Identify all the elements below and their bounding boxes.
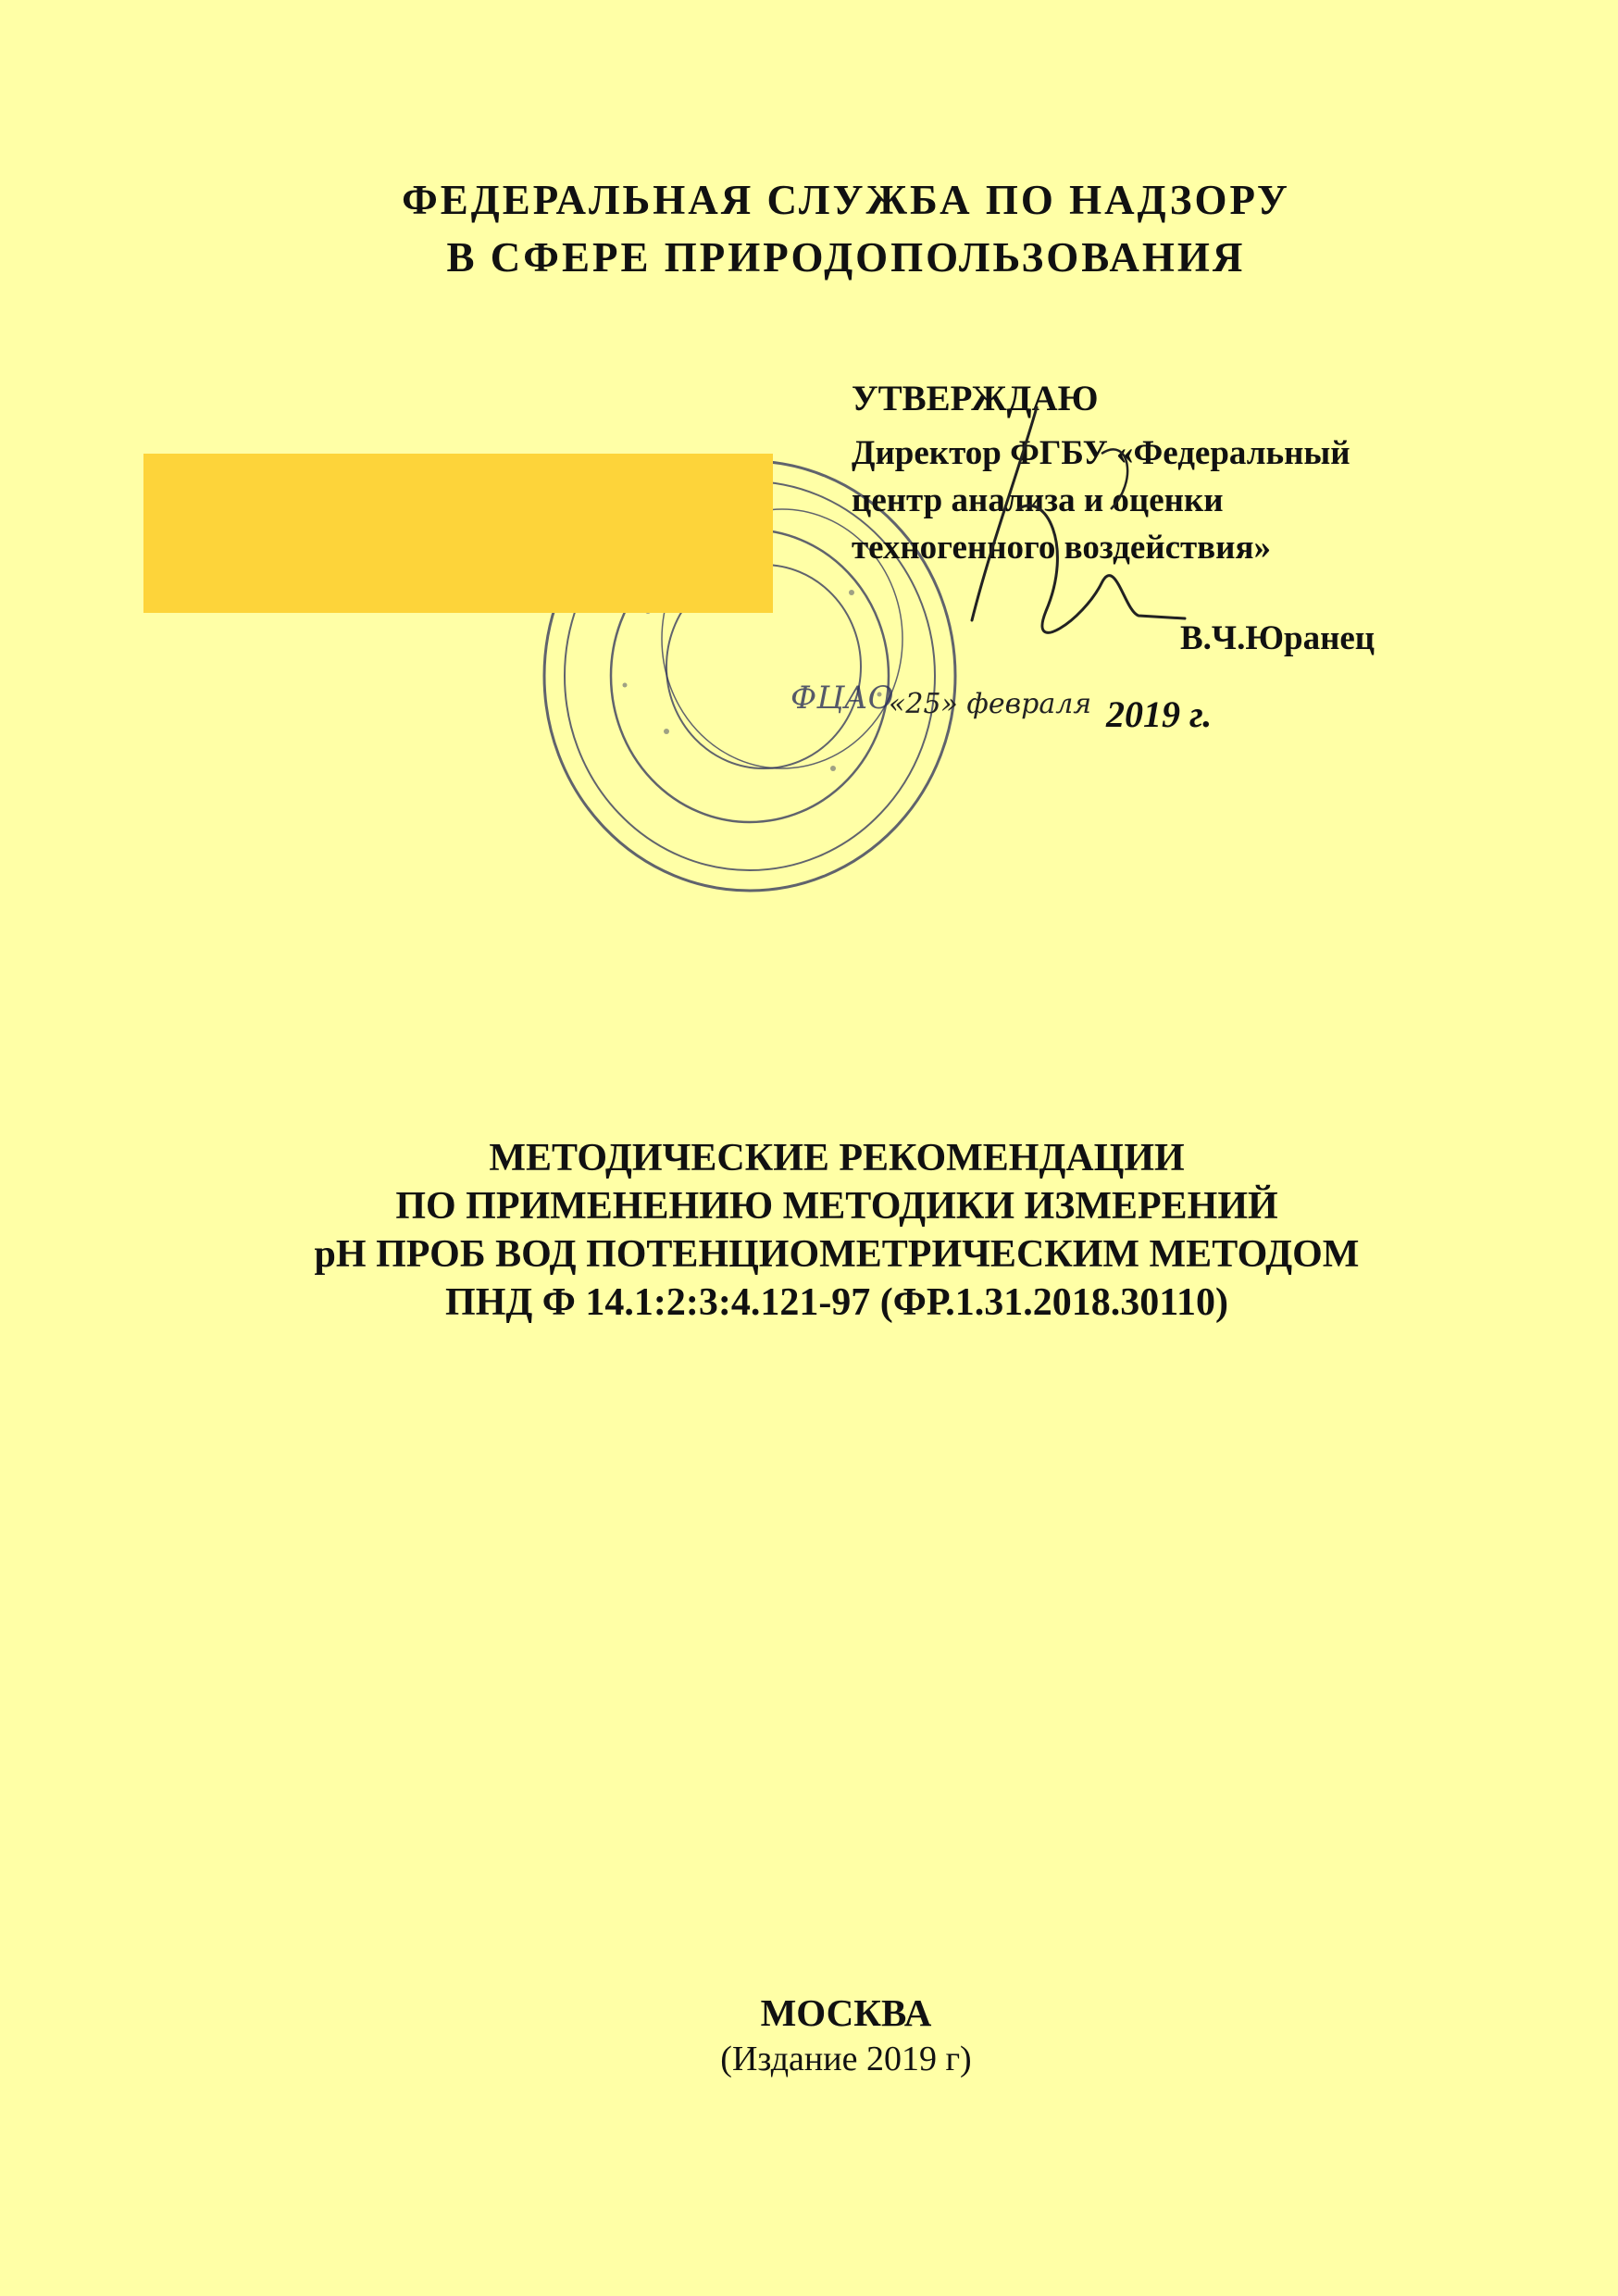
title-line-1: МЕТОДИЧЕСКИЕ РЕКОМЕНДАЦИИ	[489, 1137, 1185, 1179]
title-line-2: ПО ПРИМЕНЕНИЮ МЕТОДИКИ ИЗМЕРЕНИЙ	[395, 1185, 1278, 1228]
city-text: МОСКВА	[760, 1991, 932, 2034]
agency-line-1: ФЕДЕРАЛЬНАЯ СЛУЖБА ПО НАДЗОРУ	[402, 177, 1290, 223]
approver-position-line-3: техногенного воздействия»	[852, 529, 1271, 567]
agency-header	[0, 171, 1618, 286]
stamp-text: ФЦАО	[790, 680, 894, 717]
agency-line-2: В СФЕРЕ ПРИРОДОПОЛЬЗОВАНИЯ	[446, 234, 1246, 281]
approval-date: 2019 г.	[1106, 693, 1213, 735]
edition-info	[0, 2039, 1618, 2079]
handwritten-date-text: «25» февраля	[889, 688, 1092, 720]
handwritten-date-icon	[787, 671, 1092, 736]
document-title	[0, 1134, 1618, 1327]
signatory-line	[1004, 616, 1375, 662]
edition-text: (Издание 2019 г)	[720, 2040, 972, 2078]
title-line-3: рН ПРОБ ВОД ПОТЕНЦИОМЕТРИЧЕСКИМ МЕТОДОМ	[314, 1233, 1360, 1276]
redaction-block	[143, 454, 773, 613]
approval-heading: УТВЕРЖДАЮ	[852, 379, 1099, 418]
approver-position-line-1: Директор ФГБУ «Федеральный	[852, 434, 1350, 472]
title-line-4: ПНД Ф 14.1:2:3:4.121-97 (ФР.1.31.2018.30110)	[445, 1281, 1228, 1324]
publication-city	[0, 1990, 1618, 2035]
approver-position-line-2: центр анализа и оценки	[852, 481, 1224, 519]
signatory-name: В.Ч.Юранец	[1180, 619, 1375, 657]
